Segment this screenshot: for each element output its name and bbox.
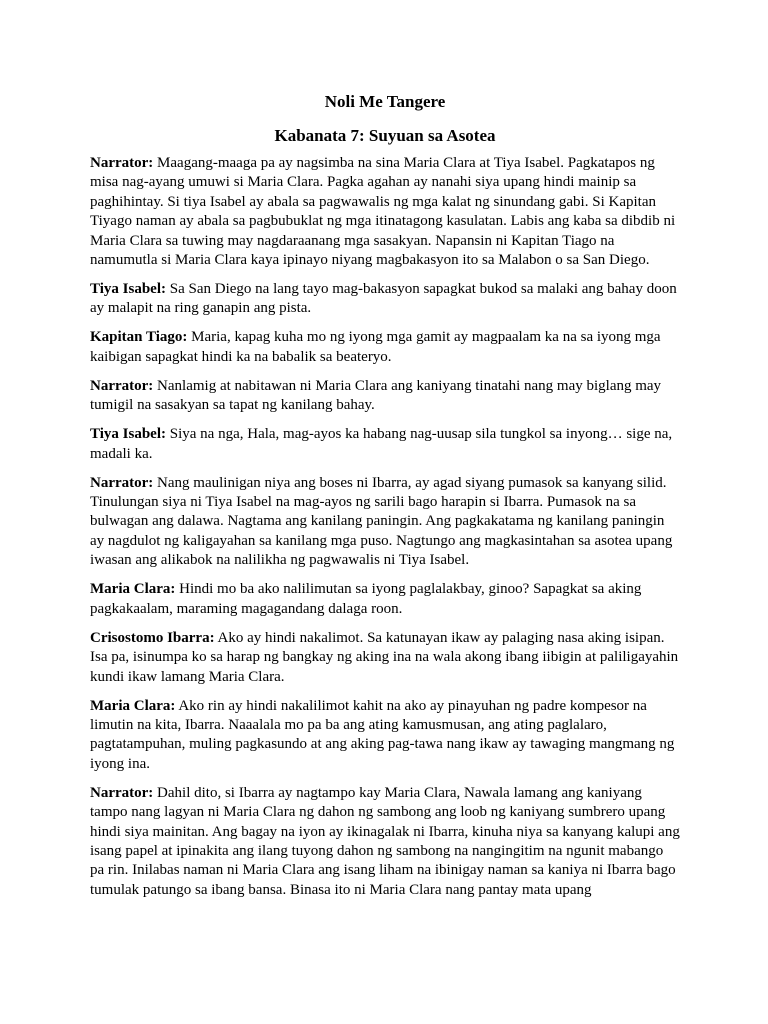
speaker-label: Narrator: bbox=[90, 155, 154, 171]
document-page bbox=[90, 90, 680, 910]
paragraph-text: Ako ay hindi nakalimot. Sa katunayan ikaw ay palaging nasa aking isipan. Isa pa, isinumpa ko sa harap ng bangkay ng aking ina na wala akong ibang iibigin at paliligayahin kundi ikaw lamang Maria Clara. bbox=[90, 629, 679, 685]
paragraph-text: Maria, kapag kuha mo ng iyong mga gamit ay magpaalam ka na sa iyong mga kaibigan sapagkat hindi ka na babalik sa beateryo. bbox=[90, 329, 661, 365]
paragraph bbox=[90, 474, 680, 571]
document-title: Noli Me Tangere bbox=[324, 92, 446, 111]
paragraph bbox=[90, 580, 680, 619]
speaker-label: Narrator: bbox=[90, 784, 154, 801]
speaker-label: Narrator: bbox=[90, 474, 154, 491]
paragraph-text: Ako rin ay hindi nakalilimot kahit na ako ay pinayuhan ng padre kompesor na limutin na kita, Ibarra. Naaalala mo pa ba ang ating kamusmusan, ang ating paglalaro, pagtatampuhan, muling pagkasundo at ang aking pag-tawa nang ikaw ay tawaging mangmang ng iyong ina. bbox=[90, 697, 675, 772]
paragraph bbox=[90, 280, 680, 319]
speaker-label: Tiya Isabel: bbox=[90, 281, 166, 298]
paragraph bbox=[90, 154, 680, 270]
paragraph-text: Hindi mo ba ako nalilimutan sa iyong paglalakbay, ginoo? Sapagkat sa aking pagkakaalam, maraming magagandang dalaga roon. bbox=[90, 581, 642, 617]
paragraph-text: Maagang-maaga pa ay nagsimba na sina Maria Clara at Tiya Isabel. Pagkatapos ng misa nag-ayang umuwi si Maria Clara. Pagka agahan ay nanahi siya upang hindi mainip sa paghihintay. Si tiya Isabel ay abala sa pagwawalis ng mga kalat ng sinundang gabi. Si Kapitan Tiyago naman ay abala sa pagbubuklat ng mga itinatagong kasulatan. Labis ang kaba sa dibdib ni Maria Clara sa tuwing may nagdaraanang mga sasakyan. Napansin ni Kapitan Tiago na namumutla si Maria Clara kaya ipinayo niyang magbakasyon ito sa Malabon o sa San Diego. bbox=[90, 155, 676, 269]
paragraph bbox=[90, 697, 680, 775]
speaker-label: Maria Clara: bbox=[90, 581, 176, 598]
paragraph-text: Sa San Diego na lang tayo mag-bakasyon sapagkat bukod sa malaki ang bahay doon ay malapit na ring ganapin ang pista. bbox=[90, 281, 677, 317]
speaker-label: Kapitan Tiago: bbox=[90, 329, 188, 346]
paragraph bbox=[90, 425, 680, 464]
speaker-label: Maria Clara: bbox=[90, 697, 176, 714]
paragraph-text: Nanlamig at nabitawan ni Maria Clara ang kaniyang tinatahi nang may biglang may tumigil na sasakyan sa tapat ng kanilang bahay. bbox=[90, 377, 662, 414]
paragraph bbox=[90, 377, 680, 416]
chapter-title: Kabanata 7: Suyuan sa Asotea bbox=[274, 126, 496, 145]
paragraph bbox=[90, 629, 680, 687]
speaker-label: Tiya Isabel: bbox=[90, 426, 166, 443]
speaker-label: Crisostomo Ibarra: bbox=[90, 629, 215, 646]
paragraph bbox=[90, 784, 680, 900]
paragraph-text: Nang maulinigan niya ang boses ni Ibarra, ay agad siyang pumasok sa kanyang silid. Tinulungan siya ni Tiya Isabel na mag-ayos ng sarili bago harapin si Ibarra. Pumasok na sa bulwagan ang dalawa. Nagtama ang kanilang paningin. Ang pagkakatama ng kanilang paningin ay nagdulot ng kaligayahan sa kanilang mga puso. Nagtungo ang magkasintahan sa asotea upang iwasan ang alikabok na nalilikha ng pagwawalis ni Tiya Isabel. bbox=[90, 474, 673, 569]
paragraph-text: Siya na nga, Hala, mag-ayos ka habang nag-uusap sila tungkol sa inyong… sige na, madali ka. bbox=[90, 426, 673, 462]
paragraph bbox=[90, 328, 680, 367]
speaker-label: Narrator: bbox=[90, 377, 154, 394]
paragraph-text: Dahil dito, si Ibarra ay nagtampo kay Maria Clara, Nawala lamang ang kaniyang tampo nang lagyan ni Maria Clara ng dahon ng sambong ang loob ng kaniyang sumbrero upang hindi siya mainitan. Ang bagay na iyon ay ikinagalak ni Ibarra, kinuha niya sa kanyang kalupi ang isang papel at ipinakita ang ilang tuyong dahon ng sambong na nangingitim na ngunit mabango pa rin. Inilabas naman ni Maria Clara ang isang liham na ibinigay naman sa kaniya ni Ibarra bago tumulak patungo sa ibang bansa. Binasa ito ni Maria Clara nang pantay mata upang bbox=[90, 784, 680, 898]
